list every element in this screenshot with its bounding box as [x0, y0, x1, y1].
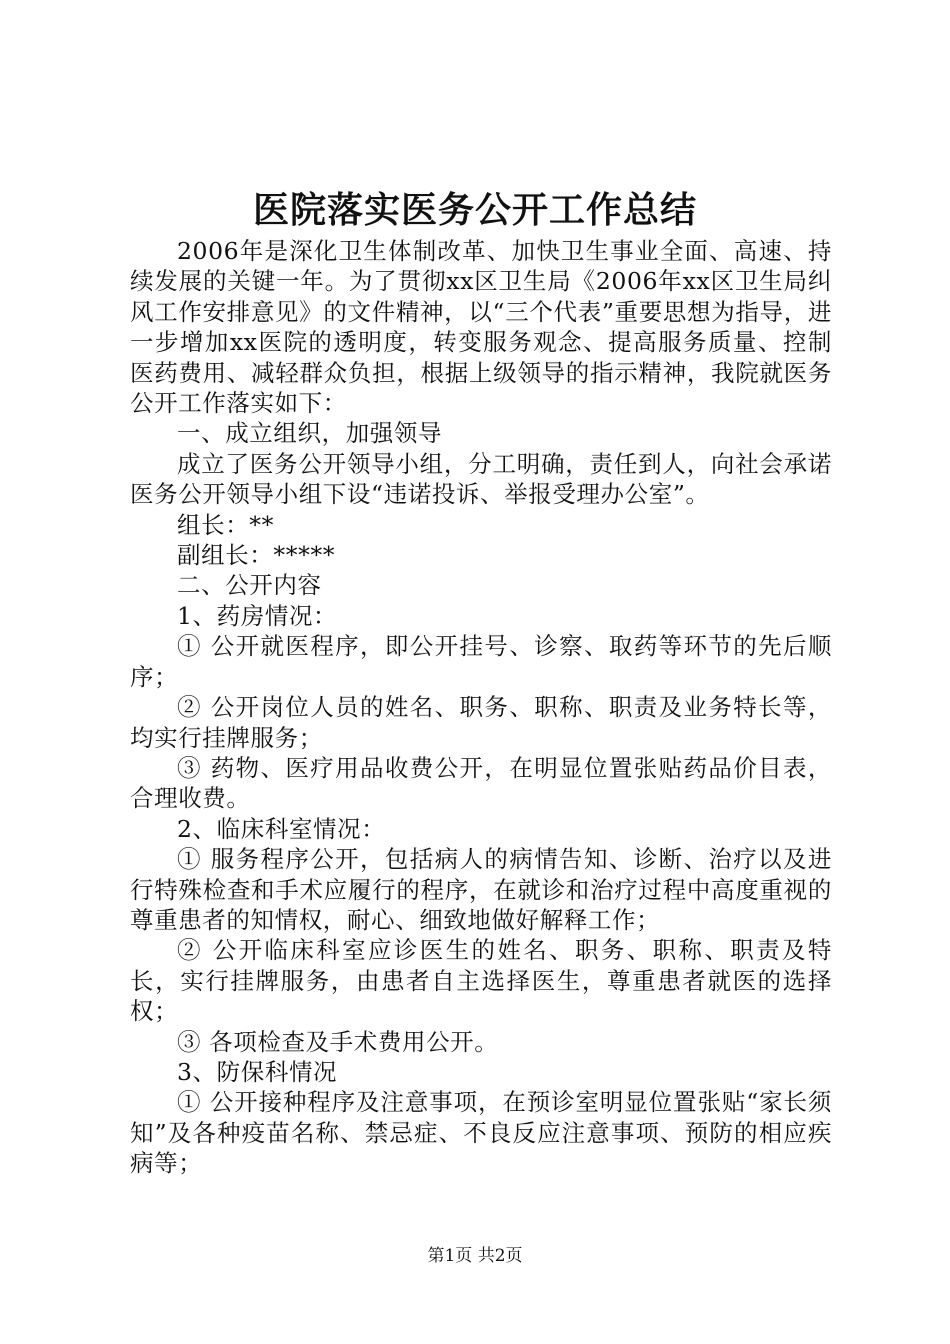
clinical-item-1: ① 服务程序公开，包括病人的病情告知、诊断、治疗以及进行特殊检查和手术应履行的程序，在就诊和治疗过程中高度重视的尊重患者的知情权，耐心、细致地做好解释工作； [130, 845, 832, 934]
pharmacy-item-3: ③ 药物、医疗用品收费公开，在明显位置张贴药品价目表，合理收费。 [130, 753, 832, 813]
page-footer: 第1页 共2页 [427, 1246, 523, 1266]
prevention-item-1: ① 公开接种程序及注意事项，在预诊室明显位置张贴“家长须知”及各种疫苗名称、禁忌症、不良反应注意事项、预防的相应疾病等； [130, 1088, 832, 1178]
team-leader: 组长：** [177, 510, 274, 539]
pharmacy-item-1: ① 公开就医程序，即公开挂号、诊察、取药等环节的先后顺序； [130, 632, 832, 691]
pharmacy-item-2: ② 公开岗位人员的姓名、职务、职称、职责及业务特长等，均实行挂牌服务； [130, 693, 832, 752]
paragraph-organization: 成立了医务公开领导小组，分工明确，责任到人，向社会承诺医务公开领导小组下设“违诺投诉、举报受理办公室”。 [130, 449, 832, 509]
heading-section-2: 二、公开内容 [177, 571, 322, 600]
subheading-clinical: 2、临床科室情况： [177, 814, 386, 843]
document-body [130, 236, 832, 1179]
subheading-pharmacy: 1、药房情况： [177, 601, 338, 630]
subheading-prevention: 3、防保科情况 [177, 1057, 338, 1086]
clinical-item-3: ③ 各项检查及手术费用公开。 [177, 1027, 499, 1056]
paragraph-intro: 2006年是深化卫生体制改革、加快卫生事业全面、高速、持续发展的关键一年。为了贯彻xx区卫生局《2006年xx区卫生局纠风工作安排意见》的文件精神，以“三个代表”重要思想为指导，进一步增加xx医院的透明度，转变服务观念、提高服务质量、控制医药费用、减轻群众负担，根据上级领导的指示精神，我院就医务公开工作落实如下： [130, 237, 832, 418]
heading-section-1: 一、成立组织，加强领导 [177, 419, 443, 448]
document-title: 医院落实医务公开工作总结 [252, 189, 697, 231]
deputy-team-leader: 副组长：***** [177, 541, 336, 570]
clinical-item-2: ② 公开临床科室应诊医生的姓名、职务、职称、职责及特长，实行挂牌服务，由患者自主选择医生，尊重患者就医的选择权； [130, 936, 832, 1026]
